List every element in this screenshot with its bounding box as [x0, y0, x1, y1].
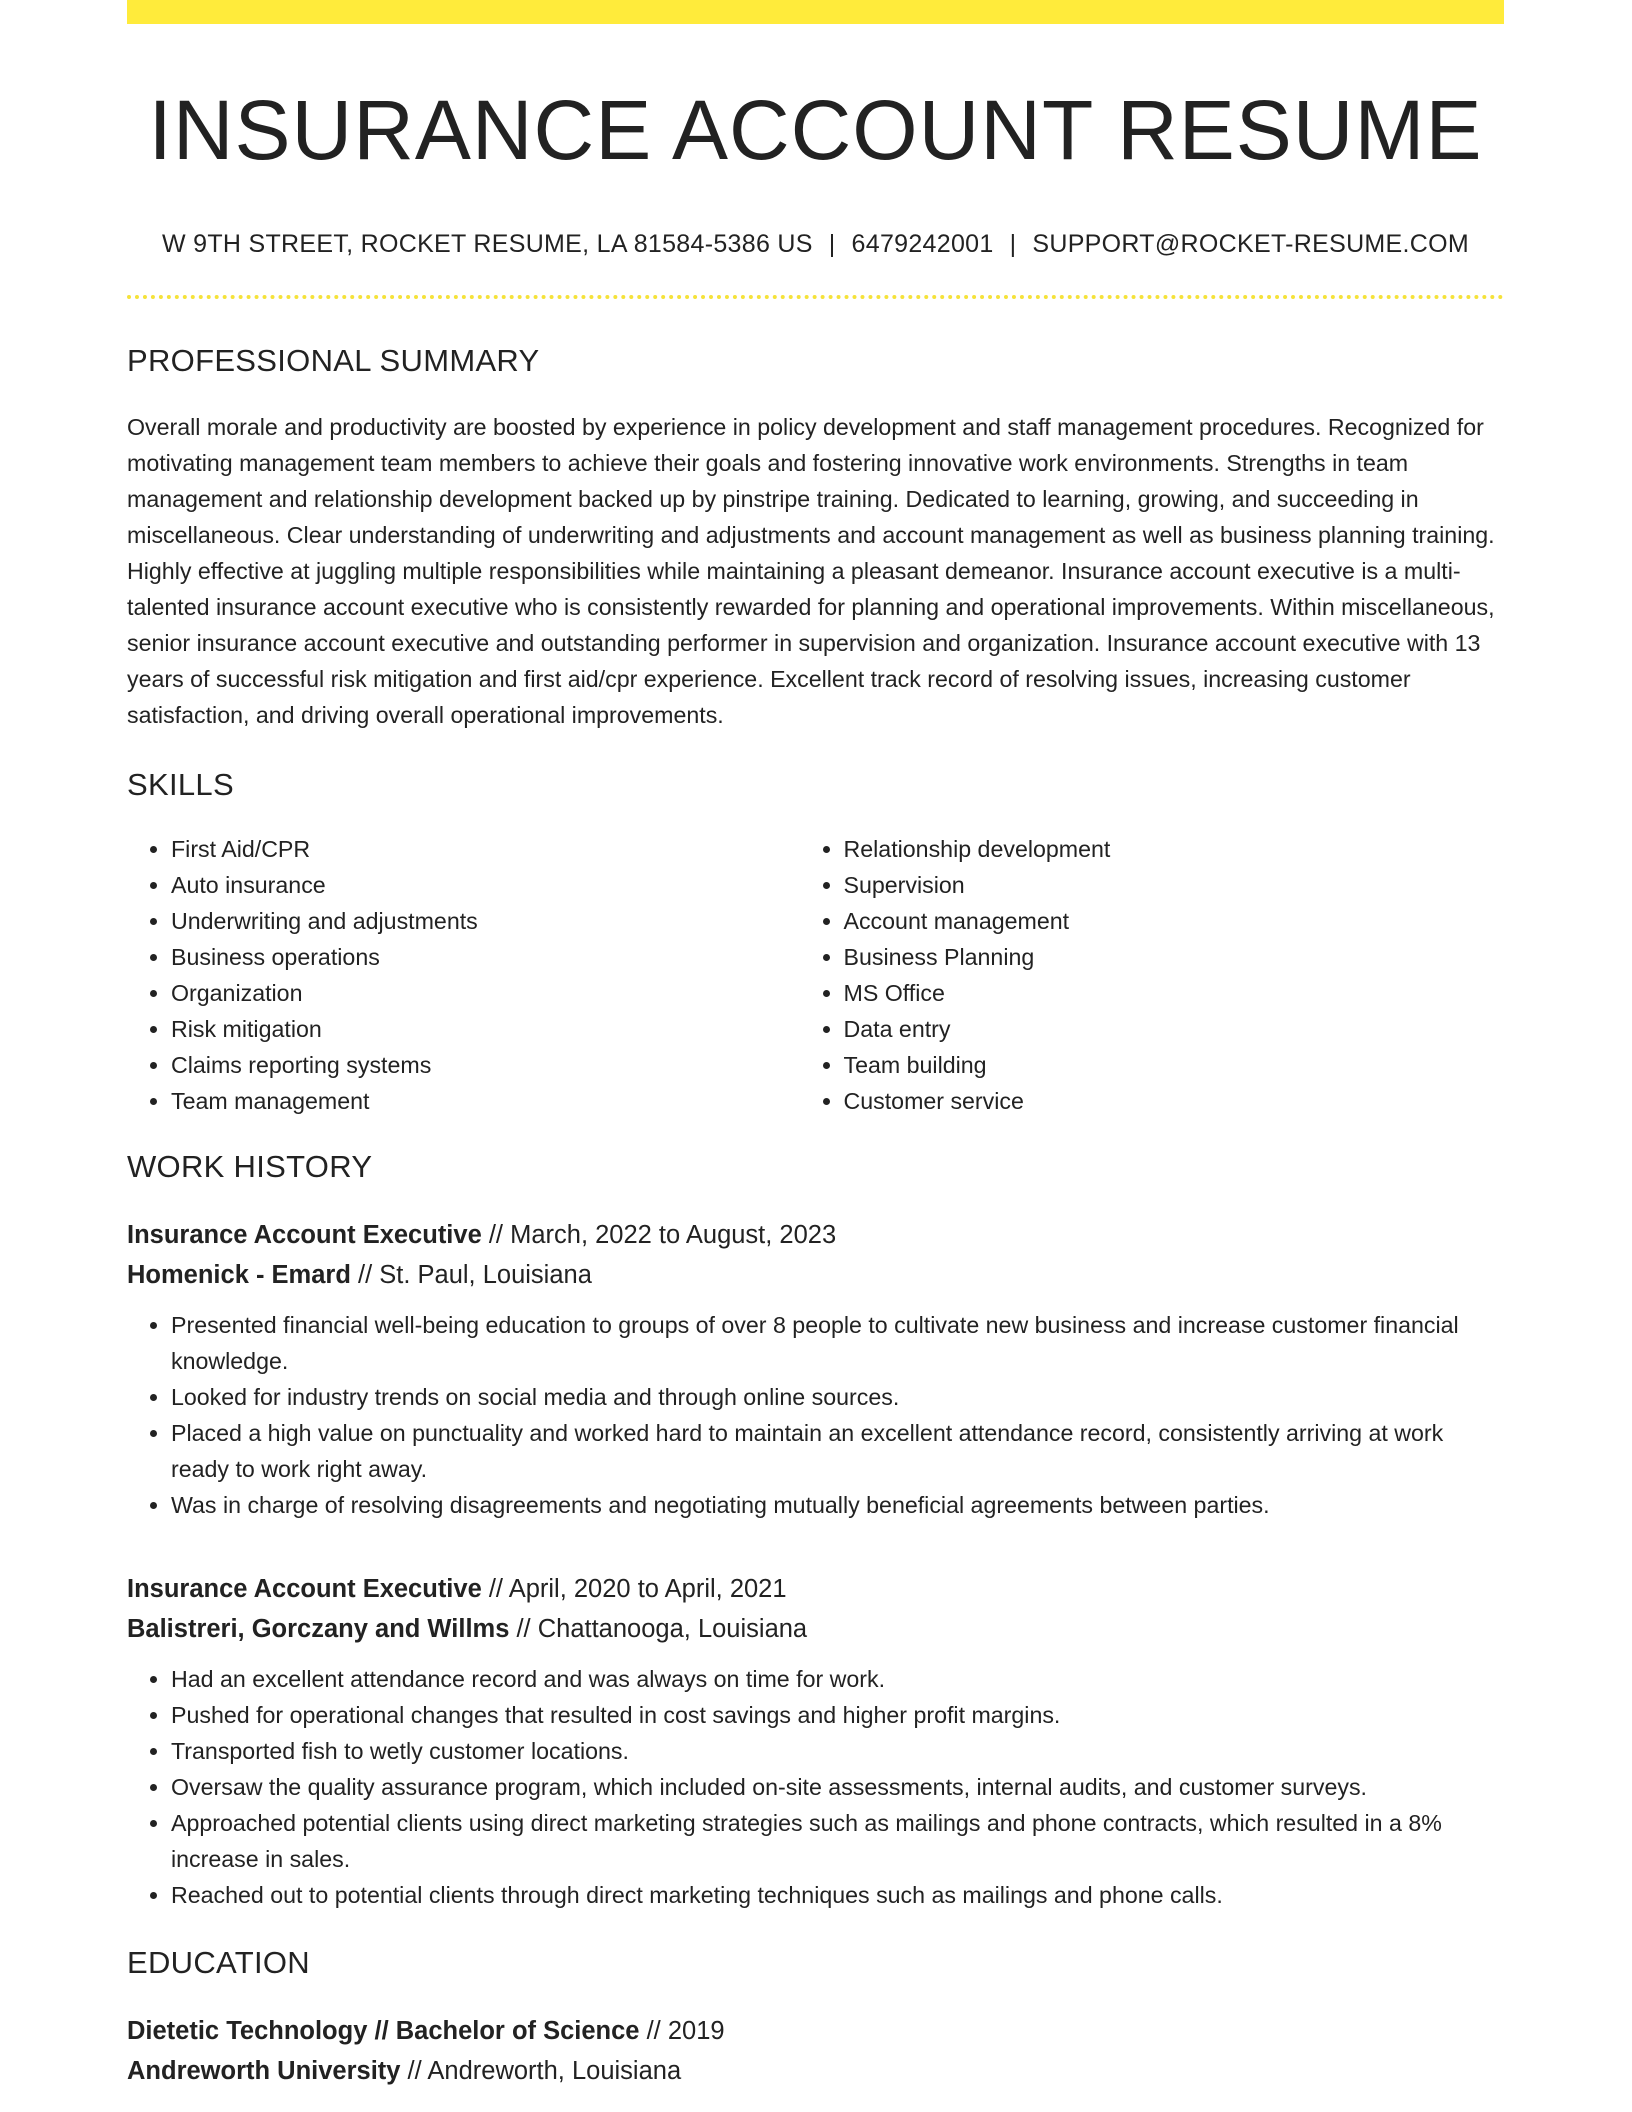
work-history-heading: WORK HISTORY [127, 1149, 373, 1185]
education-heading: EDUCATION [127, 1945, 310, 1981]
job-company-line [127, 1609, 1504, 1649]
skill-item: • Relationship development [844, 831, 1505, 867]
skill-item: • Business operations [171, 939, 832, 975]
skill-item: • Risk mitigation [171, 1011, 832, 1047]
education-degree-line [127, 2011, 1504, 2051]
skills-list [127, 831, 1504, 1119]
job-bullet: • Looked for industry trends on social media and through online sources. [171, 1379, 1504, 1415]
skill-item: • First Aid/CPR [171, 831, 832, 867]
job-dates: // April, 2020 to April, 2021 [481, 1575, 787, 1604]
education-degree: Dietetic Technology // Bachelor of Science [127, 2017, 640, 2046]
resume-page [127, 0, 1504, 2091]
job-company: Homenick - Emard [127, 1261, 351, 1290]
job-bullet: • Pushed for operational changes that resulted in cost savings and higher profit margins. [171, 1697, 1504, 1733]
resume-title: INSURANCE ACCOUNT RESUME [148, 83, 1483, 177]
job-bullet: • Placed a high value on punctuality and worked hard to maintain an excellent attendance record, consistently arriving at work ready to work right away. [171, 1415, 1504, 1487]
skill-item: • Team building [844, 1047, 1505, 1083]
education-entry [127, 2011, 1504, 2091]
contact-line [127, 230, 1504, 259]
skills-column-left [127, 831, 832, 1119]
job-title-line [127, 1569, 1504, 1609]
job-bullet: • Oversaw the quality assurance program, which included on-site assessments, internal audits, and customer surveys. [171, 1769, 1504, 1805]
summary-heading: PROFESSIONAL SUMMARY [127, 343, 540, 379]
top-accent-bar [127, 0, 1504, 24]
skill-item: • Team management [171, 1083, 832, 1119]
job-company-line [127, 1255, 1504, 1295]
skills-heading: SKILLS [127, 767, 234, 803]
skill-item: • MS Office [844, 975, 1505, 1011]
job-bullet: • Was in charge of resolving disagreements and negotiating mutually beneficial agreements between parties. [171, 1487, 1504, 1523]
skill-item: • Supervision [844, 867, 1505, 903]
education-school-line [127, 2051, 1504, 2091]
job-location: // St. Paul, Louisiana [350, 1261, 592, 1290]
contact-separator: | [828, 230, 836, 259]
job-role: Insurance Account Executive [127, 1575, 482, 1604]
contact-email: SUPPORT@ROCKET-RESUME.COM [1032, 230, 1470, 259]
summary-text: Overall morale and productivity are boosted by experience in policy development and staff management procedures. Recognized for motivating management team members to achieve their goals and fostering innovative work environments. Strengths in team management and relationship development backed up by pinstripe training. Dedicated to learning, growing, and succeeding in miscellaneous. Clear understanding of underwriting and adjustments and account management as well as business planning training. Highly effective at juggling multiple responsibilities while maintaining a pleasant demeanor. Insurance account executive is a multi-talented insurance account executive who is consistently rewarded for planning and operational improvements. Within miscellaneous, senior insurance account executive and outstanding performer in supervision and organization. Insurance account executive with 13 years of successful risk mitigation and first aid/cpr experience. Excellent track record of resolving issues, increasing customer satisfaction, and driving overall operational improvements. [127, 414, 1495, 729]
skill-item: • Organization [171, 975, 832, 1011]
education-school: Andreworth University [127, 2057, 401, 2086]
skill-item: • Underwriting and adjustments [171, 903, 832, 939]
job-bullet: • Approached potential clients using direct marketing strategies such as mailings and phone contracts, which resulted in a 8% increase in sales. [171, 1805, 1504, 1877]
job-entry [127, 1569, 1504, 1913]
skill-item: • Claims reporting systems [171, 1047, 832, 1083]
skill-item: • Data entry [844, 1011, 1505, 1047]
contact-separator: | [1009, 230, 1017, 259]
skill-item: • Account management [844, 903, 1505, 939]
job-role: Insurance Account Executive [127, 1221, 482, 1250]
job-location: // Chattanooga, Louisiana [509, 1615, 808, 1644]
skill-item: • Customer service [844, 1083, 1505, 1119]
job-dates: // March, 2022 to August, 2023 [481, 1221, 837, 1250]
job-bullet: • Reached out to potential clients through direct marketing techniques such as mailings and phone calls. [171, 1877, 1504, 1913]
job-entry [127, 1215, 1504, 1523]
contact-phone: 6479242001 [851, 230, 994, 259]
job-company: Balistreri, Gorczany and Willms [127, 1615, 510, 1644]
skills-column-right [832, 831, 1505, 1119]
job-bullet: • Had an excellent attendance record and was always on time for work. [171, 1661, 1504, 1697]
education-location: // Andreworth, Louisiana [400, 2057, 682, 2086]
skill-item: • Auto insurance [171, 867, 832, 903]
skill-item: • Business Planning [844, 939, 1505, 975]
job-bullets [127, 1307, 1504, 1523]
job-bullet: • Transported fish to wetly customer locations. [171, 1733, 1504, 1769]
job-title-line [127, 1215, 1504, 1255]
job-bullets [127, 1661, 1504, 1913]
education-year: // 2019 [639, 2017, 725, 2046]
job-bullet: • Presented financial well-being education to groups of over 8 people to cultivate new business and increase customer financial knowledge. [171, 1307, 1504, 1379]
contact-address: W 9TH STREET, ROCKET RESUME, LA 81584-5386 US [161, 230, 813, 259]
dotted-divider [127, 295, 1504, 299]
